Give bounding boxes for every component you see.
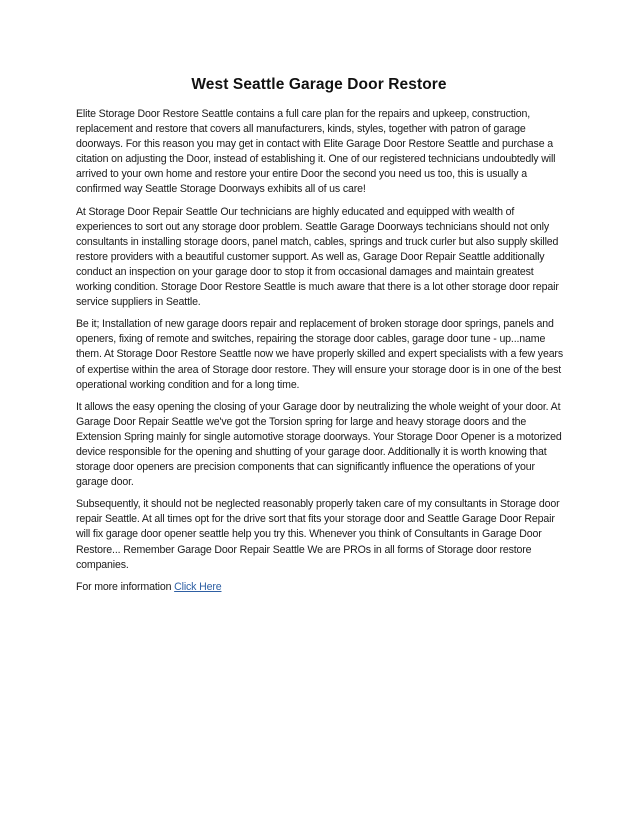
paragraph-installation: Be it; Installation of new garage doors repair and replacement of broken storage door springs, panels and openers, fixing of remote and switches, repairing the storage door cables, garage door tune - up...name them. At Storage Door Restore Seattle now we have properly skilled and expert specialists with a few years of expertise within the area of Storage door restore. They will ensure your storage door is in one of the best operational working condition and for a long time. xyxy=(76,318,563,391)
paragraph-technicians: At Storage Door Repair Seattle Our technicians are highly educated and equipped with wealth of experiences to sort out any storage door problem. Seattle Garage Doorways technicians should not only consultants in installing storage doors, panel match, cables, springs and truck curler but also supply skilled restore providers with a beautiful customer support. As well as, Garage Door Repair Seattle additionally conduct an inspection on your garage door to stop it from occasional damages and maintain greatest working condition. Storage Door Restore Seattle is much aware that there is a lot other storage door repair service suppliers in Seattle. xyxy=(76,205,559,309)
more-information-label: For more information xyxy=(76,580,175,593)
paragraph-springs-openers: It allows the easy opening the closing of your Garage door by neutralizing the whole weight of your door. At Garage Door Repair Seattle we've got the Torsion spring for large and heavy storage doors and the Extension Spring mainly for single automotive storage doorways. Your Storage Door Opener is a motorized device responsible for the opening and shutting of your garage door. Additionally it is worth knowing that storage door openers are precision components that can significantly influence the operations of your garage door. xyxy=(76,400,562,489)
paragraph-subsequently: Subsequently, it should not be neglected reasonably properly taken care of my consultants in Storage door repair Seattle. At all times opt for the drive sort that fits your storage door and Seattle Garage Door Repair will fix garage door opener seattle help you try this. Whenever you think of Consultants in Garage Door Restore... Remember Garage Door Repair Seattle We are PROs in all forms of Storage door restore companies. xyxy=(76,498,560,571)
document-body xyxy=(76,107,564,602)
click-here-link[interactable]: Click Here xyxy=(174,580,222,593)
more-information-line xyxy=(76,580,564,595)
page-title: West Seattle Garage Door Restore xyxy=(191,76,447,93)
paragraph-intro: Elite Storage Door Restore Seattle contains a full care plan for the repairs and upkeep, construction, replacement and restore that covers all manufacturers, kinds, styles, together with patron of garage doorways. For this reason you may get in contact with Elite Garage Door Restore Seattle and purchase a citation on adjusting the Door, instead of establishing it. One of our registered technicians undoubtedly will arrived to your own home and restore your entire Door the second you need us too, this is usually a confirmed way Seattle Storage Doorways exhibits all of us care! xyxy=(76,108,556,196)
